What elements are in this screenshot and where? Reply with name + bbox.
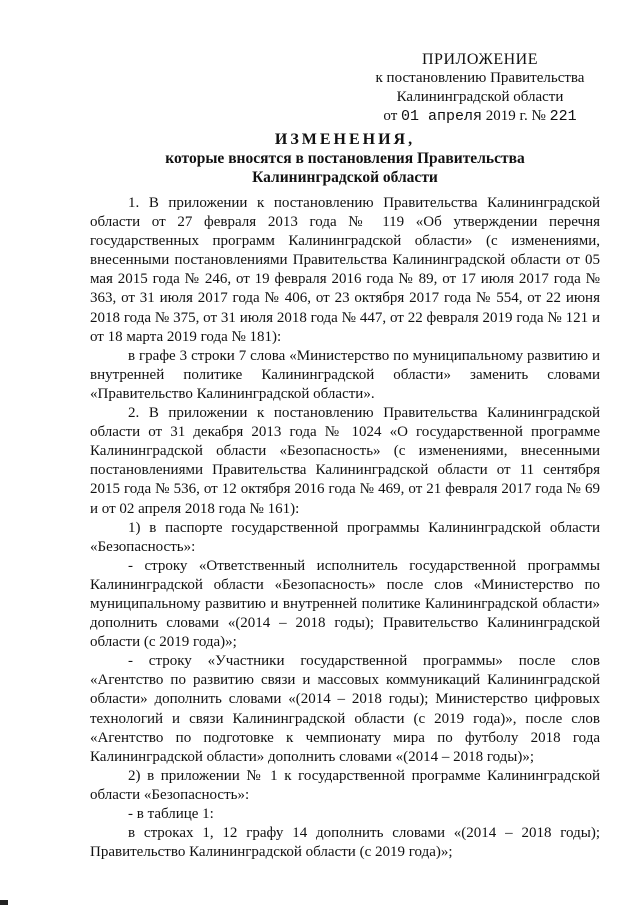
appendix-date-line — [340, 107, 620, 126]
date-value: 01 апреля — [401, 108, 483, 125]
appendix-block — [340, 50, 620, 126]
paragraph-1: 1. В приложении к постановлению Правительства Калининградской области от 27 февраля 2013 года № 119 «Об утверждении перечня государственных программ Калининградской области» (с изменениями, внесенными постановлениями Правительства Калининградской области от 05 мая 2015 года № 246, от 19 февраля 2016 года № 89, от 17 июля 2017 года № 363, от 31 июля 2017 года № 406, от 23 октября 2017 года № 554, от 22 июня 2018 года № 375, от 31 июля 2018 года № 447, от 22 февраля 2019 года № 121 и от 18 марта 2019 года № 181): — [90, 195, 600, 345]
paragraph-6: - строку «Участники государственной программы» после слов «Агентство по развитию связи и массовых коммуникаций Калининградской области» дополнить словами «(2014 – 2018 годы); Министерство цифровых технологий и связи Калининградской области (с 2019 года)», после слов «Агентство по подготовке к чемпионату мира по футболу 2018 года Калининградской области» дополнить словами «(2014 – 2018 годы)»; — [90, 653, 600, 765]
appendix-title: ПРИЛОЖЕНИЕ — [421, 51, 538, 68]
paragraph-2: в графе 3 строки 7 слова «Министерство по муниципальному развитию и внутренней политике Калининградской области» заменить словами «Правительство Калининградской области». — [90, 347, 600, 402]
appendix-line-2: Калининградской области — [396, 89, 564, 105]
heading-subtitle-2: Калининградской области — [252, 169, 438, 186]
paragraph-3: 2. В приложении к постановлению Правительства Калининградской области от 31 декабря 2013 года № 1024 «О государственной программе Калининградской области «Безопасность» (с изменениями, внесенными постановлениями Правительства Калининградской области от 11 сентября 2015 года № 536, от 12 октября 2016 года № 469, от 21 февраля 2017 года № 69 и от 02 апреля 2018 года № 161): — [90, 405, 600, 517]
paragraph-5: - строку «Ответственный исполнитель государственной программы Калининградской области «Безопасность» после слов «Министерство по муниципальному развитию и внутренней политике Калининградской области» дополнить словами «(2014 – 2018 годы); Правительство Калининградской области (с 2019 года)»; — [90, 557, 600, 651]
heading-title: ИЗМЕНЕНИЯ, — [274, 131, 416, 148]
date-prefix: от — [383, 108, 398, 124]
paragraph-9: в строках 1, 12 графу 14 дополнить словами «(2014 – 2018 годы); Правительство Калининградской области (с 2019 года)»; — [90, 825, 600, 861]
number-value: 221 — [549, 108, 577, 125]
number-prefix: № — [531, 108, 546, 124]
heading-subtitle-1: которые вносятся в постановления Правительства — [165, 150, 525, 167]
year-value: 2019 г. — [485, 108, 528, 124]
paragraph-7: 2) в приложении № 1 к государственной программе Калининградской области «Безопасность»: — [90, 767, 600, 803]
scan-artifact — [0, 900, 8, 905]
document-heading — [90, 130, 600, 187]
paragraph-8: - в таблице 1: — [128, 806, 214, 822]
appendix-line-1: к постановлению Правительства — [375, 70, 585, 86]
paragraph-4: 1) в паспорте государственной программы Калининградской области «Безопасность»: — [90, 519, 600, 555]
document-body — [90, 194, 600, 862]
